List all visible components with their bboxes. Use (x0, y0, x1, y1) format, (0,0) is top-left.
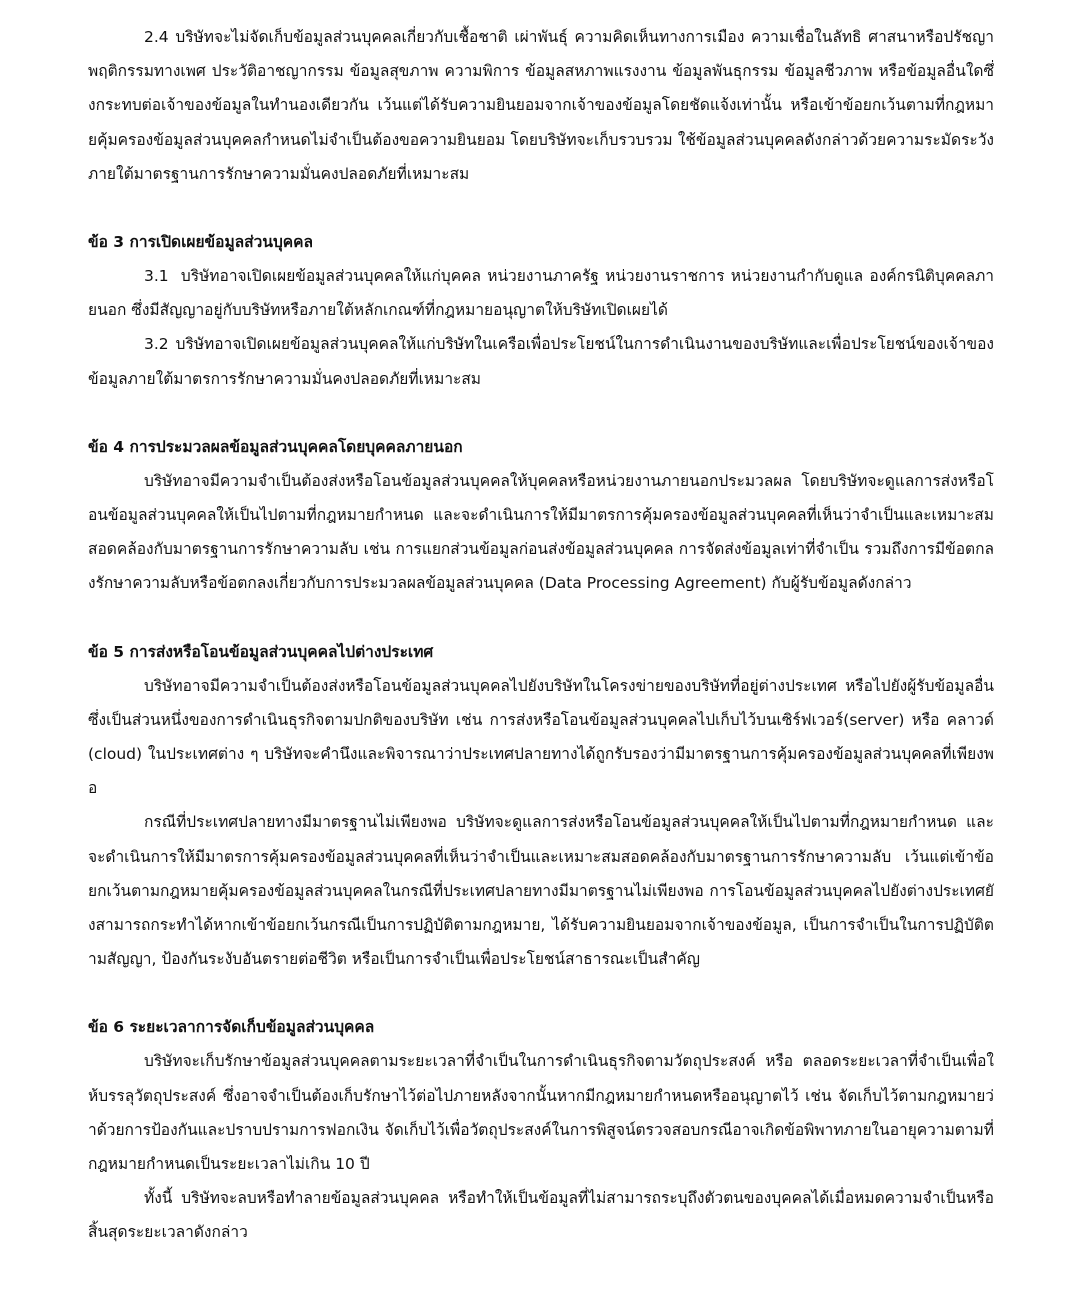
section-gap (88, 396, 994, 430)
paragraph-3-2: 3.2 บริษัทอาจเปิดเผยข้อมูลส่วนบุคคลให้แก่บริษัทในเครือเพื่อประโยชน์ในการดำเนินงานของบริษัทและเพื่อประโยชน์ของเจ้าของข้อมูลภายใต้มาตรการรักษาความมั่นคงปลอดภัยที่เหมาะสม (88, 335, 994, 388)
paragraph-6-2: ทั้งนี้ บริษัทจะลบหรือทำลายข้อมูลส่วนบุคคล หรือทำให้เป็นข้อมูลที่ไม่สามารถระบุถึงตัวตนของบุคคลได้เมื่อหมดความจำเป็นหรือสิ้นสุดระยะเวลาดังกล่าว (88, 1189, 994, 1242)
section-4-heading: ข้อ 4 การประมวลผลข้อมูลส่วนบุคคลโดยบุคคลภายนอก (88, 437, 463, 456)
paragraph-3-1-text: บริษัทอาจเปิดเผยข้อมูลส่วนบุคคลให้แก่บุคคล หน่วยงานภาครัฐ หน่วยงานราชการ หน่วยงานกำกับดูแล องค์กรนิติบุคคลภายนอก ซึ่งมีสัญญาอยู่กับบริษัทหรือภายใต้หลักเกณฑ์ที่กฎหมายอนุญาตให้บริษัทเปิดเผยได้ (88, 267, 994, 320)
section-gap (88, 976, 994, 1010)
section-6-heading: ข้อ 6 ระยะเวลาการจัดเก็บข้อมูลส่วนบุคคล (88, 1018, 375, 1037)
section-gap (88, 601, 994, 635)
paragraph-3-1 (88, 259, 994, 327)
paragraph-4-1: บริษัทอาจมีความจำเป็นต้องส่งหรือโอนข้อมูลส่วนบุคคลให้บุคคลหรือหน่วยงานภายนอกประมวลผล โดยบริษัทจะดูแลการส่งหรือโอนข้อมูลส่วนบุคคลให้เป็นไปตามที่กฎหมายกำหนด และจะดำเนินการให้มีมาตรการคุ้มครองข้อมูลส่วนบุคคลที่เห็นว่าจำเป็นและเหมาะสมสอดคล้องกับมาตรฐานการรักษาความลับ เช่น การแยกส่วนข้อมูลก่อนส่งข้อมูลส่วนบุคคล การจัดส่งข้อมูลเท่าที่จำเป็น รวมถึงการมีข้อตกลงรักษาความลับหรือข้อตกลงเกี่ยวกับการประมวลผลข้อมูลส่วนบุคคล (Data Processing Agreement) กับผู้รับข้อมูลดังกล่าว (88, 471, 994, 593)
paragraph-2-4: 2.4 บริษัทจะไม่จัดเก็บข้อมูลส่วนบุคคลเกี่ยวกับเชื้อชาติ เผ่าพันธุ์ ความคิดเห็นทางการเมือง ความเชื่อในลัทธิ ศาสนาหรือปรัชญา พฤติกรรมทางเพศ ประวัติอาชญากรรม ข้อมูลสุขภาพ ความพิการ ข้อมูลสหภาพแรงงาน ข้อมูลพันธุกรรม ข้อมูลชีวภาพ หรือข้อมูลอื่นใดซึ่งกระทบต่อเจ้าของข้อมูลในทำนองเดียวกัน เว้นแต่ได้รับความยินยอมจากเจ้าของข้อมูลโดยชัดแจ้งเท่านั้น หรือเข้าข้อยกเว้นตามที่กฎหมายคุ้มครองข้อมูลส่วนบุคคลกำหนดไม่จำเป็นต้องขอความยินยอม โดยบริษัทจะเก็บรวบรวม ใช้ข้อมูลส่วนบุคคลดังกล่าวด้วยความระมัดระวังภายใต้มาตรฐานการรักษาความมั่นคงปลอดภัยที่เหมาะสม (88, 28, 994, 183)
paragraph-3-1-number: 3.1 (144, 267, 169, 286)
paragraph-6-1: บริษัทจะเก็บรักษาข้อมูลส่วนบุคคลตามระยะเวลาที่จำเป็นในการดำเนินธุรกิจตามวัตถุประสงค์ หรือ ตลอดระยะเวลาที่จำเป็นเพื่อให้บรรลุวัตถุประสงค์ ซึ่งอาจจำเป็นต้องเก็บรักษาไว้ต่อไปภายหลังจากนั้นหากมีกฎหมายกำหนดหรืออนุญาตไว้ เช่น จัดเก็บไว้ตามกฎหมายว่าด้วยการป้องกันและปราบปรามการฟอกเงิน จัดเก็บไว้เพื่อวัตถุประสงค์ในการพิสูจน์ตรวจสอบกรณีอาจเกิดข้อพิพาทภายในอายุความตามที่กฎหมายกำหนดเป็นระยะเวลาไม่เกิน 10 ปี (88, 1052, 994, 1174)
paragraph-5-2: กรณีที่ประเทศปลายทางมีมาตรฐานไม่เพียงพอ บริษัทจะดูแลการส่งหรือโอนข้อมูลส่วนบุคคลให้เป็นไปตามที่กฎหมายกำหนด และจะดำเนินการให้มีมาตรการคุ้มครองข้อมูลส่วนบุคคลที่เห็นว่าจำเป็นและเหมาะสมสอดคล้องกับมาตรฐานการรักษาความลับ เว้นแต่เข้าข้อยกเว้นตามกฎหมายคุ้มครองข้อมูลส่วนบุคคลในกรณีที่ประเทศปลายทางมีมาตรฐานไม่เพียงพอ การโอนข้อมูลส่วนบุคคลไปยังต่างประเทศยังสามารถกระทำได้หากเข้าข้อยกเว้นกรณีเป็นการปฏิบัติตามกฎหมาย, ได้รับความยินยอมจากเจ้าของข้อมูล, เป็นการจำเป็นในการปฏิบัติตามสัญญา, ป้องกันระงับอันตรายต่อชีวิต หรือเป็นการจำเป็นเพื่อประโยชน์สาธารณะเป็นสำคัญ (88, 813, 994, 969)
section-5-heading: ข้อ 5 การส่งหรือโอนข้อมูลส่วนบุคคลไปต่างประเทศ (88, 642, 434, 661)
paragraph-5-1: บริษัทอาจมีความจำเป็นต้องส่งหรือโอนข้อมูลส่วนบุคคลไปยังบริษัทในโครงข่ายของบริษัทที่อยู่ต่างประเทศ หรือไปยังผู้รับข้อมูลอื่นซึ่งเป็นส่วนหนึ่งของการดำเนินธุรกิจตามปกติของบริษัท เช่น การส่งหรือโอนข้อมูลส่วนบุคคลไปเก็บไว้บนเซิร์ฟเวอร์(server) หรือ คลาวด์ (cloud) ในประเทศต่าง ๆ บริษัทจะคำนึงและพิจารณาว่าประเทศปลายทางได้ถูกรับรองว่ามีมาตรฐานการคุ้มครองข้อมูลส่วนบุคคลที่เพียงพอ (88, 676, 994, 798)
section-3-heading: ข้อ 3 การเปิดเผยข้อมูลส่วนบุคคล (88, 233, 314, 252)
section-gap (88, 191, 994, 225)
